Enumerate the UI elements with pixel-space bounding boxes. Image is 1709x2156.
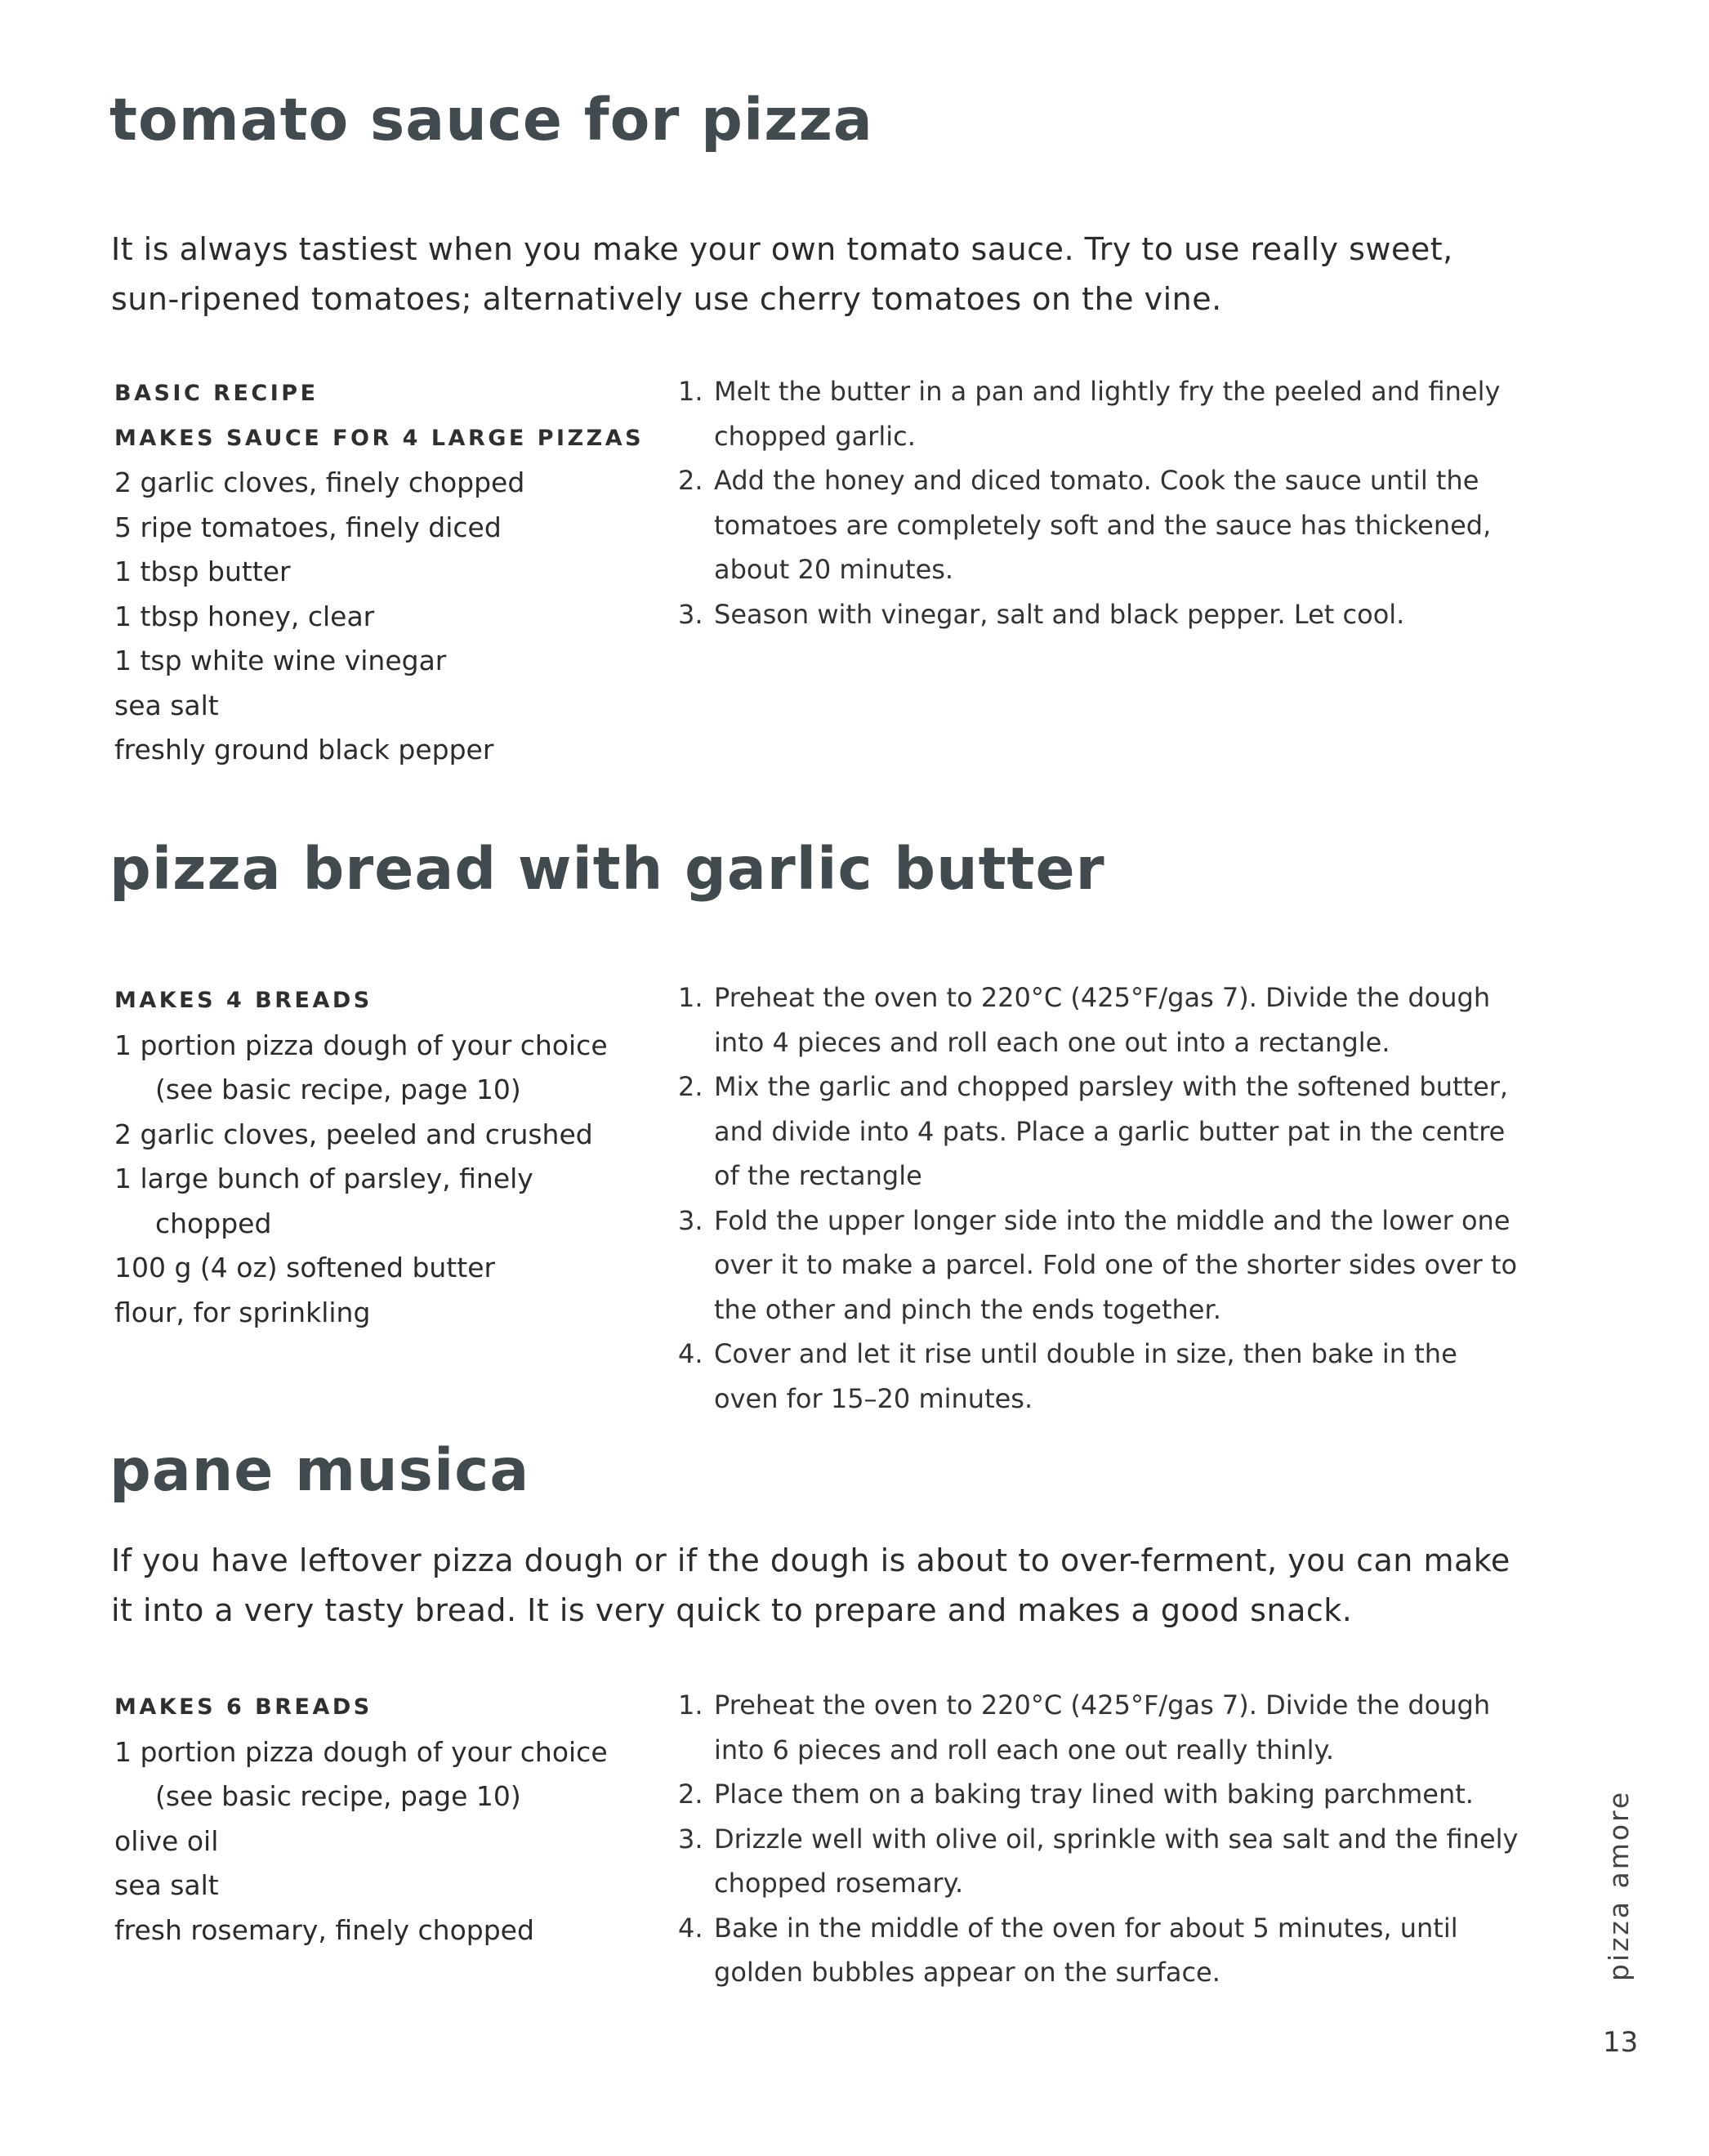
ingredients-list: [114, 372, 654, 773]
ingredients-heading: BASIC RECIPE: [114, 381, 319, 406]
ingredient-item: fresh rosemary, finely chopped: [114, 1913, 534, 1946]
step-text: Place them on a baking tray lined with baking parchment.: [714, 1779, 1474, 1810]
step-text: Preheat the oven to 220°C (425°F/gas 7). Divide the dough into 4 pieces and roll each one out into a rectangle.: [714, 982, 1491, 1058]
recipe-title: pizza bread with garlic butter: [109, 835, 1105, 903]
ingredient-item: sea salt: [114, 689, 219, 721]
step-number: 3.: [678, 598, 703, 630]
ingredient-item: 5 ripe tomatoes, finely diced: [114, 511, 502, 543]
method-step: [678, 1199, 1519, 1332]
ingredient-item: 1 large bunch of parsley, finely: [114, 1163, 533, 1194]
ingredient-item: (see basic recipe, page 10): [155, 1780, 521, 1812]
recipe-title: tomato sauce for pizza: [109, 86, 873, 154]
ingredients-list: [114, 1685, 654, 1953]
step-text: Mix the garlic and chopped parsley with the softened butter, and divide into 4 pats. Place a garlic butter pat in the centre of the rectangle: [714, 1071, 1509, 1191]
method-step: [678, 592, 1519, 637]
method-step: [678, 1772, 1519, 1817]
step-text: Drizzle well with olive oil, sprinkle with sea salt and the finely chopped rosemary.: [714, 1823, 1519, 1899]
step-text: Season with vinegar, salt and black pepper. Let cool.: [714, 598, 1405, 630]
page-number: 13: [1603, 2026, 1639, 2059]
step-number: 1.: [678, 982, 703, 1013]
method-step: [678, 369, 1519, 458]
method-step: [678, 1683, 1519, 1772]
ingredients-heading: MAKES SAUCE FOR 4 LARGE PIZZAS: [114, 425, 645, 451]
ingredient-item: flour, for sprinkling: [114, 1296, 371, 1328]
method-step: [678, 1906, 1519, 1995]
ingredient-item: olive oil: [114, 1824, 219, 1857]
step-number: 4.: [678, 1912, 703, 1944]
step-number: 2.: [678, 1779, 703, 1810]
ingredient-item: chopped: [155, 1207, 272, 1239]
method-step: [678, 458, 1519, 592]
ingredient-item: 100 g (4 oz) softened butter: [114, 1252, 496, 1283]
step-text: Cover and let it rise until double in size, then bake in the oven for 15–20 minutes.: [714, 1338, 1457, 1414]
step-number: 1.: [678, 376, 703, 407]
ingredient-item: 2 garlic cloves, peeled and crushed: [114, 1118, 593, 1150]
ingredients-heading: MAKES 6 BREADS: [114, 1694, 373, 1720]
step-text: Preheat the oven to 220°C (425°F/gas 7). Divide the dough into 6 pieces and roll each one out really thinly.: [714, 1690, 1491, 1765]
step-number: 2.: [678, 465, 703, 496]
ingredients-heading: MAKES 4 BREADS: [114, 988, 373, 1013]
recipe-intro: If you have leftover pizza dough or if the dough is about to over-ferment, you can make it into a very tasty bread. It is very quick to prepare and makes a good snack.: [111, 1542, 1510, 1628]
step-number: 1.: [678, 1690, 703, 1721]
method-steps: [678, 369, 1519, 636]
ingredient-item: 1 tbsp butter: [114, 556, 291, 587]
ingredient-item: 1 portion pizza dough of your choice: [114, 1029, 608, 1061]
step-text: Add the honey and diced tomato. Cook the sauce until the tomatoes are completely soft and the sauce has thickened, about 20 minutes.: [714, 465, 1492, 585]
step-text: Melt the butter in a pan and lightly fry the peeled and finely chopped garlic.: [714, 376, 1501, 452]
method-step: [678, 975, 1519, 1065]
step-text: Fold the upper longer side into the middle and the lower one over it to make a parcel. Fold one of the shorter sides over to the other and pinch the ends together.: [714, 1204, 1518, 1325]
method-steps: [678, 975, 1519, 1421]
ingredient-item: 1 portion pizza dough of your choice: [114, 1735, 608, 1768]
method-step: [678, 1065, 1519, 1199]
step-text: Bake in the middle of the oven for about 5 minutes, until golden bubbles appear on the surface.: [714, 1912, 1458, 1988]
ingredient-item: 1 tsp white wine vinegar: [114, 645, 447, 676]
recipe-intro: It is always tastiest when you make your own tomato sauce. Try to use really sweet, sun-ripened tomatoes; alternatively use cherry tomatoes on the vine.: [111, 231, 1453, 317]
section-label: pizza amore: [1603, 1789, 1635, 1981]
method-step: [678, 1332, 1519, 1421]
ingredient-item: 2 garlic cloves, finely chopped: [114, 466, 525, 498]
ingredient-item: freshly ground black pepper: [114, 734, 494, 766]
method-step: [678, 1817, 1519, 1906]
step-number: 3.: [678, 1823, 703, 1855]
ingredients-list: [114, 979, 654, 1335]
step-number: 2.: [678, 1071, 703, 1102]
ingredient-item: 1 tbsp honey, clear: [114, 600, 375, 632]
method-steps: [678, 1683, 1519, 1995]
step-number: 3.: [678, 1204, 703, 1236]
ingredient-item: sea salt: [114, 1869, 219, 1901]
step-number: 4.: [678, 1338, 703, 1369]
ingredient-item: (see basic recipe, page 10): [155, 1074, 521, 1105]
recipe-title: pane musica: [109, 1436, 530, 1504]
